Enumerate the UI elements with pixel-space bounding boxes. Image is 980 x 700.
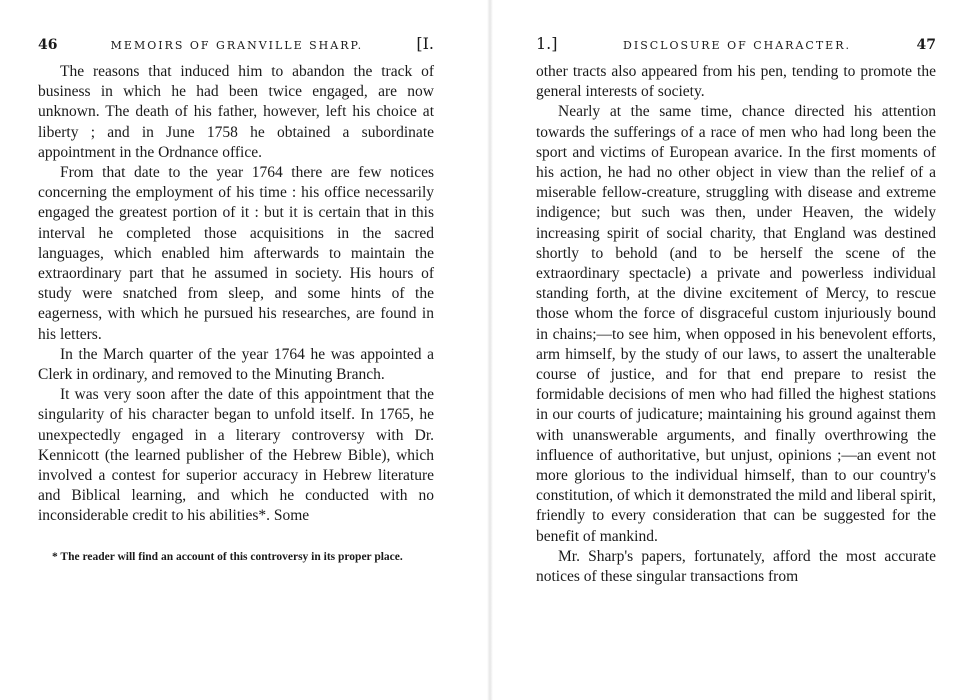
chapter-mark: 1.] (536, 34, 558, 53)
right-page-body (536, 62, 936, 587)
paragraph: The reasons that induced him to abandon the track of business in which he had been twice engaged, are now unknown. The death of his father, however, left his choice at liberty ; and in June 1758 he obtained a subordinate appointment in the Ordnance office. (38, 63, 434, 161)
chapter-mark: [I. (416, 34, 434, 53)
footnote: * The reader will find an account of this controversy in its proper place. (52, 550, 403, 563)
right-page (490, 0, 980, 700)
running-title: DISCLOSURE OF CHARACTER. (623, 39, 851, 52)
left-page-body (38, 62, 434, 527)
right-page-header (536, 34, 936, 62)
paragraph: It was very soon after the date of this appointment that the singularity of his character began to unfold itself. In 1765, he unexpectedly engaged in a literary controversy with Dr. Kennicott (the learned publisher of the Hebrew Bible), which involved a contest for superior accuracy in Hebrew literature and Biblical learning, and which he conducted with no inconsiderable credit to his abilities*. Some (38, 386, 434, 525)
running-title: MEMOIRS OF GRANVILLE SHARP. (110, 39, 364, 52)
paragraph: From that date to the year 1764 there are few notices concerning the employment of his time : his office necessarily engaged the greatest portion of it : but it is certain that in this interval he completed those acquisitions in the sacred languages, which enabled him afterwards to maintain the extraordinary part that he assumed in society. His hours of study were snatched from sleep, and some hints of the eagerness, with which he pursued his researches, are found in his letters. (38, 164, 434, 343)
paragraph: other tracts also appeared from his pen, tending to promote the general interests of society. (536, 63, 936, 101)
page-number: 47 (916, 37, 936, 53)
page-number: 46 (38, 37, 58, 53)
paragraph: In the March quarter of the year 1764 he was appointed a Clerk in ordinary, and removed to the Minuting Branch. (38, 345, 434, 384)
paragraph: Nearly at the same time, chance directed his attention towards the sufferings of a race of men who had long been the sport and victims of European avarice. In the first moments of his action, he had no other object in view than the relief of a miserable fellow-creature, struggling with disease and extreme indigence; but such was then, under Heaven, the widely increasing spirit of social charity, that England was destined shortly to behold (and to be herself the scene of the extraordinary spectacle) a private and powerless individual standing forth, at the divine excitement of Mercy, to rescue those whom the force of disgraceful custom injuriously bound in chains;—to see him, when opposed in his benevolent efforts, arm himself, by the study of our laws, to assert the unalterable course of justice, and for that end prepare to resist the formidable decisions of men who had filled the highest stations in our courts of judicature; maintaining his ground against them with unanswerable arguments, and finally overthrowing the influence of authoritative, but unjust, opinions ;—an event not more glorious to the individual himself, than to our country's constitution, of which it demonstrated the mild and liberal spirit, friendly to every consideration that can be suggested for the benefit of mankind. (536, 103, 936, 545)
left-page-header (38, 34, 434, 62)
paragraph: Mr. Sharp's papers, fortunately, afford the most accurate notices of these singular transactions from (536, 547, 936, 586)
